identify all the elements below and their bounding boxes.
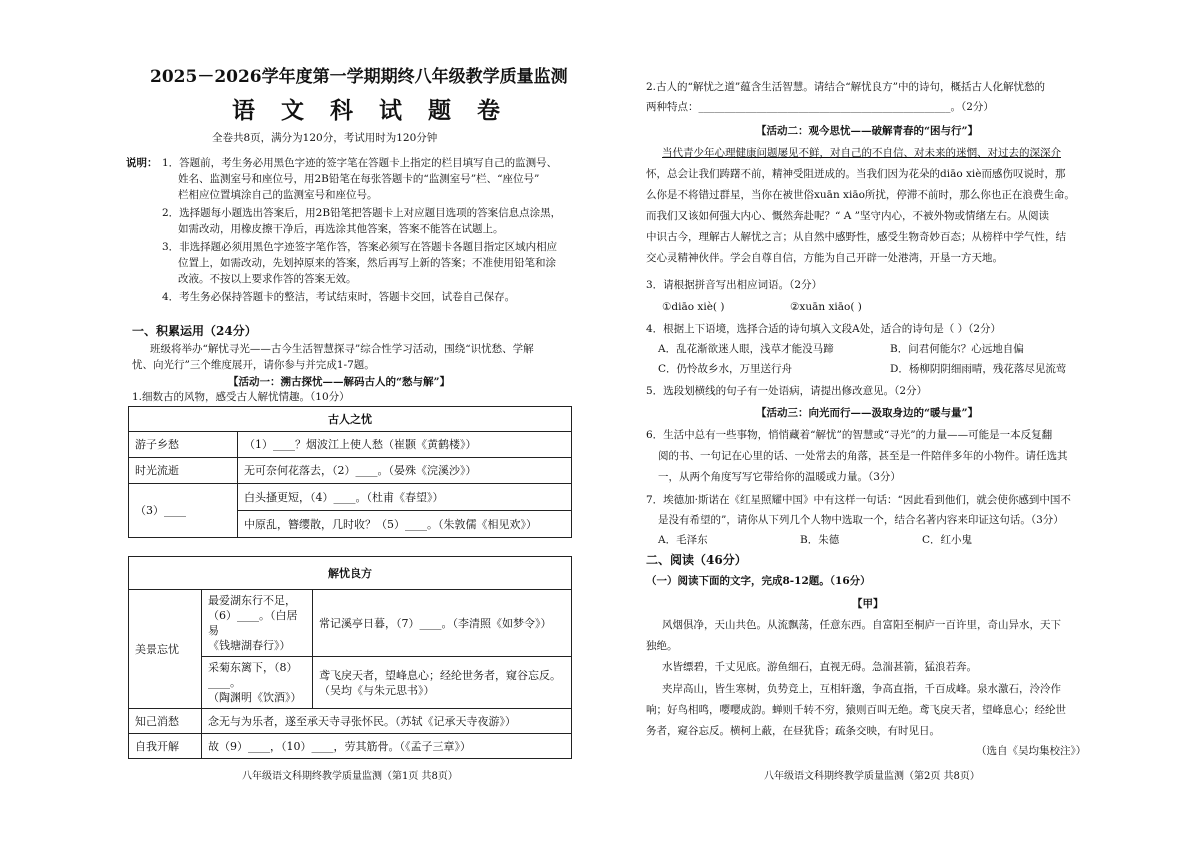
classical-text-line: 响；好鸟相鸣，嘤嘤成韵。蝉则千转不穷，猿则百叫无绝。鸢飞戾天者，望峰息心；经纶世	[646, 704, 1066, 716]
answer-option: ①diāo xiè( )	[662, 301, 725, 313]
section-heading: 二、阅读（46分）	[646, 553, 747, 567]
notes-label: 说明：	[126, 157, 158, 169]
option-a: A．乱花渐欲迷人眼，浅草才能没马蹄	[658, 343, 834, 355]
exam-title: 2025－2026学年度第一学期期终八年级教学质量监测	[150, 67, 568, 87]
subsection-heading: （一）阅读下面的文字，完成8-12题。（16分）	[646, 575, 871, 587]
table-cell	[313, 657, 572, 709]
classical-text-line: 夹岸高山，皆生寒树，负势竞上，互相轩邈，争高直指，千百成峰。泉水激石，泠泠作	[662, 683, 1061, 695]
note-line: 1．答题前，考生务必用黑色字迹的签字笔在答题卡上指定的栏目填写自己的监测号、	[162, 157, 558, 169]
question-6: 6．生活中总有一些事物，悄悄藏着“解忧”的智慧或“寻光”的力量——可能是一本反复翻	[646, 429, 1053, 441]
table-cell: 常记溪亭日暮，（7）____。（李清照《如梦令》）	[313, 590, 572, 657]
table-label: （3）____	[129, 484, 238, 538]
classical-text-line: 风烟俱净，天山共色。从流飘荡，任意东西。自富阳至桐庐一百许里，奇山异水，天下	[662, 619, 1061, 631]
text-source: （选自《吴均集校注》）	[976, 745, 1087, 757]
table-cell: （1）____？烟波江上使人愁（崔颢《黄鹤楼》）	[238, 432, 572, 458]
table-label: 美景忘忧	[129, 590, 202, 709]
note-line: 3．非选择题必须用黑色字迹签字笔作答，答案必须写在答题卡各题目指定区域内相应	[162, 241, 558, 253]
classical-text-line: 务者，窥谷忘反。横柯上蔽，在昼犹昏；疏条交映，有时见日。	[646, 725, 940, 737]
question-2: 2.古人的“解忧之道”蕴含生活智慧。请结合“解忧良方”中的诗句，概括古人化解忧愁的	[646, 81, 1045, 93]
question-6-line: 一，从两个角度写写它带给你的温暖或力量。（3分）	[658, 471, 901, 483]
intro-text: 忧、向光行”三个维度展开，请你参与并完成1-7题。	[132, 359, 375, 371]
remedies-table	[128, 556, 572, 759]
note-line: 位置上，如需改动，先划掉原来的答案，然后再写上新的答案；不准使用铅笔和涂	[178, 257, 556, 269]
note-line: 改液。不按以上要求作答的答案无效。	[178, 273, 357, 285]
option-c: C．红小鬼	[922, 534, 973, 546]
question-7: 7．埃德加·斯诺在《红星照耀中国》中有这样一句话：“因此看到他们，就会使你感到中国不	[646, 494, 1071, 506]
question-5: 5．选段划横线的句子有一处语病，请提出修改意见。（2分）	[646, 385, 928, 397]
note-line: 2．选择题每小题选出答案后，用2B铅笔把答题卡上对应题目选项的答案信息点涂黑，	[162, 207, 562, 219]
table-cell: 中原乱，簪缨散，几时收？（5）____。（朱敦儒《相见欢》）	[238, 511, 572, 538]
option-c: C．仍怜故乡水，万里送行舟	[658, 363, 793, 375]
question-2-line: 两种特点：________________________________________________。（2分）	[646, 101, 994, 113]
option-a: A．毛泽东	[658, 534, 708, 546]
exam-subtitle: 语 文 科 试 题 卷	[232, 97, 510, 124]
cell-line: 采菊东篱下，（8）____。	[208, 661, 298, 689]
table-cell: 故（9）____，（10）____，劳其筋骨。（《孟子三章》）	[202, 734, 572, 759]
table-label: 自我开解	[129, 734, 202, 759]
table-label: 知己消愁	[129, 709, 202, 734]
table-cell: 念无与为乐者，遂至承天寺寻张怀民。（苏轼《记承天寺夜游》）	[202, 709, 572, 734]
ancient-worries-table	[128, 406, 572, 538]
table-label: 时光流逝	[129, 458, 238, 484]
question-3: 3．请根据拼音写出相应词语。（2分）	[646, 279, 823, 291]
note-line: 栏相应位置填涂自己的监测室号和座位号。	[178, 189, 378, 201]
table-header: 解忧良方	[129, 557, 572, 590]
answer-option: ②xuān xiāo( )	[790, 301, 862, 313]
question-7-line: 是没有希望的”，请你从下列几个人物中选取一个，结合名著内容来印证这句话。（3分）	[658, 514, 1064, 526]
note-line: 姓名、监测室号和座位号，用2B铅笔在每张答题卡的“监测室号”栏、“座位号”	[178, 173, 540, 185]
cell-line: （6）____。（白居易	[208, 609, 298, 637]
option-b: B．朱德	[800, 534, 840, 546]
cell-line: （陶渊明《饮酒》）	[208, 691, 302, 704]
note-line: 4．考生务必保持答题卡的整洁，考试结束时，答题卡交回，试卷自己保存。	[162, 291, 516, 303]
option-b: B．问君何能尔？心远地自偏	[890, 343, 1024, 355]
passage-line: 中识古今，理解古人解忧之言；从自然中感野性，感受生物奇妙百态；从榜样中学气性，结	[646, 231, 1066, 243]
question-6-line: 阅的书、一句记在心里的话、一处常去的角落，甚至是一件陪伴多年的小物件。请任选其	[658, 450, 1068, 462]
activity-heading: 【活动二：观今思忧——破解青春的“困与行”】	[756, 125, 979, 137]
section-heading: 一、积累运用（24分）	[132, 324, 257, 338]
question-4: 4．根据上下语境，选择合适的诗句填入文段A处，适合的诗句是（ ）（2分）	[646, 323, 1002, 335]
intro-text: 班级将举办“解忧寻光——古今生活智慧探寻”综合性学习活动，围绕“识忧愁、学解	[150, 343, 534, 355]
exam-info: 全卷共8页，满分为120分，考试用时为120分钟	[212, 132, 438, 144]
passage-line: 怀，总会让我们踌躇不前，精神受阻迸成的。当我们因为花朵的diāo xiè而感伤叹说时，那	[646, 168, 1066, 180]
passage-line: 而我们又该如何强大内心、慨然奔赴呢？“ A ”坚守内心，不被外物或情绪左右。从阅读	[646, 210, 1049, 222]
note-line: 如需改动，用橡皮擦干净后，再选涂其他答案，答案不能答在试题上。	[178, 223, 504, 235]
option-d: D．杨柳阴阴细雨晴，残花落尽见流莺	[890, 363, 1067, 375]
table-label: 游子乡愁	[129, 432, 238, 458]
passage-line: 交心灵精神伙伴。学会自尊自信，方能为自己开辟一处港湾，开垦一方天地。	[646, 252, 1003, 264]
question-1: 1.细数古的风物，感受古人解忧情趣。（10分）	[132, 391, 350, 403]
cell-line: 鸢飞戾天者，望峰息心；经纶世务者，窥谷忘反。	[319, 668, 561, 682]
classical-text-line: 水皆缥碧，千丈见底。游鱼细石，直视无碍。急湍甚箭，猛浪若奔。	[662, 661, 977, 673]
table-cell	[202, 590, 313, 657]
passage-label: 【甲】	[852, 598, 884, 610]
page-footer: 八年级语文科期终教学质量监测（第1页 共8页）	[242, 771, 458, 782]
cell-line: （吴均《与朱元思书》）	[319, 683, 435, 697]
activity-heading: 【活动三：向光而行——汲取身边的“暖与量”】	[756, 407, 979, 419]
cell-line: 《钱塘湖春行》）	[208, 639, 291, 652]
page-footer: 八年级语文科期终教学质量监测（第2页 共8页）	[764, 771, 980, 782]
right-page	[600, 0, 1200, 848]
passage-line: 么你是不将错过群星，当你在被世俗xuān xiāo所扰，停滞不前时，那么你也正在浪费生命。	[646, 189, 1075, 201]
table-cell: 白头搔更短，（4）____。（杜甫《春望》）	[238, 484, 572, 511]
table-header: 古人之忧	[129, 407, 572, 432]
passage-line: 当代青少年心理健康问题屡见不鲜，对自己的不自信、对未来的迷惘、对过去的深深介	[662, 147, 1061, 159]
classical-text-line: 独绝。	[646, 640, 678, 652]
table-cell	[202, 657, 313, 709]
cell-line: 最爱湖东行不足，	[208, 594, 296, 607]
activity-heading: 【活动一：溯古探忧——解码古人的“愁与解”】	[228, 376, 451, 388]
table-cell: 无可奈何花落去，（2）____。（晏殊《浣溪沙》）	[238, 458, 572, 484]
